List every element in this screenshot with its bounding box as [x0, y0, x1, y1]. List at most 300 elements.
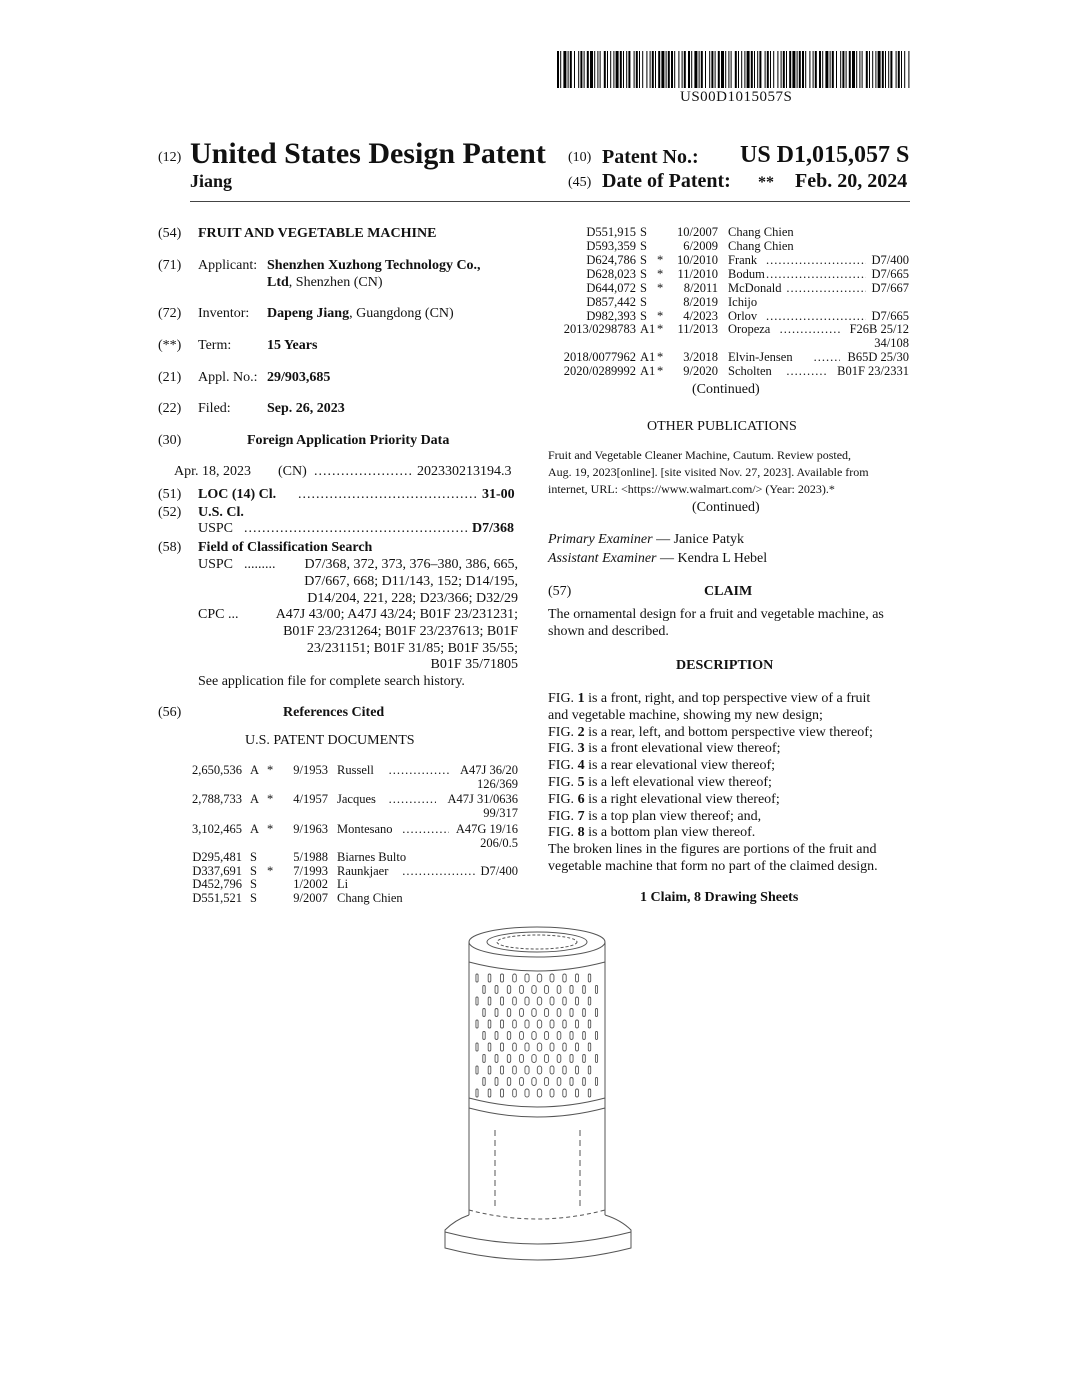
reference-number: D295,481	[192, 850, 242, 864]
barcode-bar	[777, 51, 778, 88]
basket-bottom-line	[469, 1098, 605, 1107]
barcode-bar	[789, 51, 791, 88]
basket-perforations	[476, 974, 598, 1097]
reference-name: Russell	[337, 763, 374, 777]
barcode-bar	[840, 51, 841, 88]
field-cpc-line-1: A47J 43/00; A47J 43/24; B01F 23/231231;	[275, 607, 518, 622]
code-term: (**)	[158, 338, 182, 353]
reference-date: 9/1953	[293, 763, 328, 777]
perforation-slot	[583, 1055, 586, 1063]
barcode-bar	[832, 51, 834, 88]
perforation-slot	[513, 1020, 517, 1028]
fig-number: 5	[577, 775, 585, 790]
barcode-bar	[626, 51, 627, 88]
field-uspc-label: USPC	[198, 557, 234, 572]
description-line: FIG. 2 is a rear, left, and bottom perspective view thereof;	[548, 724, 873, 740]
barcode-bar	[875, 51, 876, 88]
reference-name: Jacques	[337, 792, 376, 806]
barcode-bar	[882, 51, 884, 88]
barcode-bar	[580, 51, 582, 88]
barcode-bar	[896, 51, 897, 88]
barcode-bar	[856, 51, 857, 88]
field-cpc-line-4: B01F 35/71805	[430, 657, 518, 672]
barcode-bar	[684, 51, 686, 88]
reference-kind: A	[250, 792, 260, 806]
reference-kind: A	[250, 822, 260, 836]
perforation-slot	[507, 1032, 510, 1040]
perforation-slot	[563, 997, 566, 1005]
barcode-bar	[725, 51, 726, 88]
reference-name: Chang Chien	[728, 225, 794, 239]
perforation-slot	[495, 1078, 498, 1086]
field-uspc-line-1: D7/368, 372, 373, 376–380, 386, 665,	[304, 557, 518, 572]
fig-number: 6	[577, 791, 585, 807]
perforation-slot	[500, 1066, 503, 1074]
uspc-leader	[244, 521, 470, 537]
perforation-slot	[525, 974, 529, 982]
barcode-bar	[759, 51, 761, 88]
barcode-bar	[634, 51, 635, 88]
field-uspc-line-2: D7/667, 668; D11/143, 152; D14/195,	[304, 574, 518, 589]
barcode-bar	[709, 51, 710, 88]
reference-name: Bodum	[728, 267, 765, 281]
barcode-bar	[655, 51, 656, 88]
fig-number: 7	[577, 808, 585, 824]
search-history-note: See application file for complete search history.	[198, 674, 465, 689]
barcode-bar	[872, 51, 873, 88]
perforation-slot	[563, 1089, 566, 1097]
reference-class: D7/400	[871, 253, 909, 267]
reference-class: B01F 23/2331	[837, 364, 909, 378]
reference-class: A47G 19/16	[455, 822, 518, 836]
reference-number: D644,072	[586, 281, 636, 295]
perforation-slot	[500, 1043, 503, 1051]
perforation-slot	[507, 986, 510, 994]
reference-star: *	[657, 322, 664, 336]
loc-value: 31-00	[482, 487, 515, 502]
barcode-bar	[901, 51, 902, 88]
perforation-slot	[476, 1066, 478, 1074]
claim-line-2: shown and described.	[548, 624, 669, 639]
uspc-label: USPC	[198, 521, 234, 536]
reference-class: D7/667	[871, 281, 909, 295]
barcode-bar	[557, 51, 559, 88]
perforation-slot	[500, 1020, 503, 1028]
perforation-slot	[576, 1043, 579, 1051]
perforation-slot	[476, 997, 478, 1005]
perforation-slot	[583, 1009, 586, 1017]
perforation-slot	[588, 974, 590, 982]
reference-number: 2013/0298783	[563, 322, 636, 336]
date-label: Date of Patent:	[602, 170, 731, 192]
reference-number: D982,393	[586, 309, 636, 323]
perforation-slot	[537, 1066, 541, 1074]
continued-refs: (Continued)	[692, 382, 760, 397]
barcode-bar	[705, 51, 706, 88]
reference-date: 9/2020	[683, 364, 718, 378]
field-uspc-dots: .........	[244, 557, 276, 572]
code-72: (72)	[158, 306, 182, 321]
reference-class-continued: 99/317	[483, 806, 518, 820]
perforation-slot	[557, 1055, 561, 1063]
barcode-bar	[671, 51, 673, 88]
perforation-slot	[532, 1032, 536, 1040]
reference-date: 8/2019	[683, 295, 718, 309]
priority-date: Apr. 18, 2023	[174, 464, 251, 479]
reference-date: 3/2018	[683, 350, 718, 364]
barcode-bar	[849, 51, 851, 88]
perforation-slot	[488, 1043, 491, 1051]
barcode-bar	[688, 51, 690, 88]
barcode-bar	[691, 51, 692, 88]
base-flange-line	[445, 1232, 631, 1244]
reference-name: Oropeza	[728, 322, 771, 336]
lid-center-ring	[497, 935, 577, 949]
code-57: (57)	[548, 584, 572, 599]
perforation-slot	[595, 1009, 597, 1017]
barcode-bar	[852, 51, 855, 88]
perforation-slot	[520, 1055, 524, 1063]
primary-examiner: Primary Examiner — Janice Patyk	[548, 532, 744, 547]
reference-class: B65D 25/30	[847, 350, 909, 364]
perforation-slot	[507, 1078, 510, 1086]
reference-star: *	[657, 253, 664, 267]
perforation-slot	[513, 1043, 517, 1051]
barcode-bar	[613, 51, 614, 88]
code-51: (51)	[158, 487, 182, 502]
perforation-slot	[570, 1078, 573, 1086]
perforation-slot	[488, 997, 491, 1005]
reference-date: 8/2011	[683, 281, 718, 295]
fig-number: 8	[577, 825, 585, 841]
fig-number: 2	[577, 724, 585, 740]
perforation-slot	[525, 1043, 529, 1051]
base-bottom-dashed	[469, 1210, 605, 1219]
loc-label: LOC (14) Cl.	[198, 487, 277, 502]
description-line: FIG. 4 is a rear elevational view thereof;	[548, 758, 776, 774]
barcode-bar	[908, 51, 909, 88]
references-heading: References Cited	[283, 705, 385, 720]
reference-star: *	[657, 281, 664, 295]
perforation-slot	[550, 1089, 554, 1097]
barcode-bar	[590, 51, 593, 88]
reference-star: *	[657, 350, 664, 364]
continued-pubs: (Continued)	[692, 500, 760, 515]
perforation-slot	[520, 1032, 524, 1040]
perforation-slot	[570, 1032, 573, 1040]
reference-kind: S	[640, 267, 647, 281]
barcode-bar	[792, 51, 795, 88]
barcode-bar	[721, 51, 724, 88]
barcode-graphic	[557, 51, 911, 88]
code-30: (30)	[158, 433, 182, 448]
barcode-bar	[773, 51, 774, 88]
reference-date: 10/2010	[677, 253, 718, 267]
barcode-bar	[642, 51, 643, 88]
barcode-bar	[904, 51, 905, 88]
fig-number: 3	[577, 741, 585, 757]
priority-leader	[314, 464, 414, 480]
barcode-bar	[628, 51, 630, 88]
reference-name: Biarnes Bulto	[337, 850, 407, 864]
perforation-slot	[488, 1066, 491, 1074]
barcode-bar	[600, 51, 601, 88]
code-21: (21)	[158, 370, 182, 385]
barcode-bar	[885, 51, 886, 88]
code-58: (58)	[158, 540, 182, 555]
barcode-bar	[735, 51, 737, 88]
perforation-slot	[588, 1020, 590, 1028]
perforation-slot	[500, 997, 503, 1005]
perforation-slot	[595, 1032, 597, 1040]
perforation-slot	[476, 1020, 478, 1028]
perforation-slot	[570, 1009, 573, 1017]
reference-name: Frank	[728, 253, 758, 267]
reference-number: D624,786	[586, 253, 636, 267]
reference-name: Raunkjaer	[337, 864, 389, 878]
code-54: (54)	[158, 226, 182, 241]
barcode-bar	[574, 51, 575, 88]
perforation-slot	[550, 1020, 554, 1028]
uspc-value: D7/368	[472, 521, 514, 536]
claim-heading: CLAIM	[704, 584, 753, 599]
perforation-slot	[537, 1043, 541, 1051]
perforation-slot	[570, 986, 573, 994]
perforation-slot	[595, 1055, 597, 1063]
reference-number: 2,650,536	[192, 763, 242, 777]
barcode-bar	[639, 51, 640, 88]
reference-date: 4/1957	[293, 792, 328, 806]
barcode-bar	[699, 51, 700, 88]
perforation-slot	[537, 1020, 541, 1028]
perforation-slot	[576, 1089, 579, 1097]
perforation-slot	[495, 1032, 498, 1040]
perforation-slot	[576, 974, 579, 982]
field-uspc-line-3: D14/204, 221, 228; D23/366; D32/29	[307, 591, 518, 606]
reference-number: D857,442	[586, 295, 636, 309]
barcode-bar	[623, 51, 624, 88]
machine-drawing	[435, 920, 645, 1280]
perforation-slot	[532, 1009, 536, 1017]
reference-class: D7/400	[480, 864, 518, 878]
reference-class-continued: 34/108	[874, 336, 909, 350]
barcode-bar	[815, 51, 817, 88]
barcode-bar	[799, 51, 801, 88]
barcode-bar	[728, 51, 729, 88]
reference-date: 1/2002	[293, 877, 328, 891]
reference-name: Scholten	[728, 364, 772, 378]
barcode-bar	[597, 51, 598, 88]
perforation-slot	[537, 1089, 541, 1097]
patent-no-label: Patent No.:	[602, 146, 699, 168]
barcode-bar	[765, 51, 766, 88]
perforation-slot	[532, 1078, 536, 1086]
perforation-slot	[507, 1009, 510, 1017]
lid-band	[469, 962, 605, 971]
barcode-bar	[751, 51, 753, 88]
perforation-slot	[550, 974, 554, 982]
perforation-slot	[507, 1055, 510, 1063]
perforation-slot	[595, 1078, 597, 1086]
perforation-slot	[500, 974, 503, 982]
description-line: The broken lines in the figures are portions of the fruit and	[548, 842, 877, 858]
reference-class-continued: 126/369	[477, 777, 518, 791]
us-patent-docs-heading: U.S. PATENT DOCUMENTS	[245, 733, 415, 748]
base-flange	[445, 1215, 631, 1260]
barcode-bar	[658, 51, 660, 88]
perforation-slot	[495, 1055, 498, 1063]
perforation-slot	[537, 974, 541, 982]
barcode-bar	[813, 51, 814, 88]
perforation-slot	[488, 974, 491, 982]
other-pub-line-3: internet, URL: <https://www.walmart.com/> (Year: 2023).*	[548, 482, 835, 496]
reference-date: 7/1993	[293, 864, 328, 878]
perforation-slot	[583, 1078, 586, 1086]
barcode-bar	[809, 51, 810, 88]
reference-date: 9/2007	[293, 891, 328, 905]
perforation-slot	[563, 1043, 566, 1051]
code-56: (56)	[158, 705, 182, 720]
perforation-slot	[557, 1078, 561, 1086]
other-pub-line-2: Aug. 19, 2023[online]. [site visited Nov. 27, 2023]. Available from	[548, 465, 869, 479]
barcode-bar	[888, 51, 889, 88]
perforation-slot	[525, 997, 529, 1005]
barcode-bar	[859, 51, 860, 88]
priority-heading: Foreign Application Priority Data	[247, 433, 450, 448]
perforation-slot	[520, 986, 524, 994]
assistant-examiner: Assistant Examiner — Kendra L Hebel	[548, 551, 768, 566]
reference-kind: S	[250, 877, 257, 891]
filed-label: Filed:	[198, 401, 231, 416]
perforation-slot	[557, 1009, 561, 1017]
barcode-bar	[711, 51, 713, 88]
reference-kind: S	[640, 239, 647, 253]
priority-number: 202330213194.3	[417, 464, 512, 479]
reference-kind: A1	[640, 322, 656, 336]
reference-star: *	[657, 364, 664, 378]
appl-no-label: Appl. No.:	[198, 370, 258, 385]
fig-number: 4	[577, 758, 585, 774]
barcode-bar	[878, 51, 881, 88]
perforation-slot	[588, 997, 590, 1005]
barcode-bar	[898, 51, 900, 88]
barcode-bar	[836, 51, 837, 88]
reference-name: Orlov	[728, 309, 758, 323]
perforation-slot	[520, 1078, 524, 1086]
barcode-bar	[819, 51, 821, 88]
barcode-bar	[744, 51, 745, 88]
barcode-bar	[701, 51, 703, 88]
perforation-slot	[588, 1043, 590, 1051]
barcode-bar	[570, 51, 572, 88]
barcode-bar	[767, 51, 769, 88]
loc-leader	[298, 487, 478, 503]
applicant-line-2: Ltd, Shenzhen (CN)	[267, 275, 383, 290]
reference-star: *	[267, 763, 274, 777]
perforation-slot	[476, 1089, 478, 1097]
perforation-slot	[583, 1032, 586, 1040]
perforation-slot	[483, 986, 485, 994]
barcode-bar	[578, 51, 579, 88]
description-line: FIG. 3 is a front elevational view thereof;	[548, 741, 781, 757]
barcode-bar	[718, 51, 720, 88]
reference-kind: S	[640, 309, 647, 323]
other-pubs-heading: OTHER PUBLICATIONS	[647, 419, 797, 434]
barcode-bar	[770, 51, 771, 88]
barcode-bar	[805, 51, 806, 88]
barcode-bar	[802, 51, 804, 88]
priority-country: (CN)	[278, 464, 307, 479]
perforation-slot	[588, 1066, 590, 1074]
reference-number: 2020/0289992	[563, 364, 636, 378]
perforation-slot	[520, 1009, 524, 1017]
perforation-slot	[525, 1020, 529, 1028]
claim-line-1: The ornamental design for a fruit and vegetable machine, as	[548, 607, 884, 622]
reference-name: Chang Chien	[728, 239, 794, 253]
reference-date: 5/1988	[293, 850, 328, 864]
field-search-label: Field of Classification Search	[198, 540, 373, 555]
appl-no-value: 29/903,685	[267, 370, 331, 385]
barcode-bar	[741, 51, 742, 88]
barcode-bar	[781, 51, 782, 88]
perforation-slot	[483, 1078, 485, 1086]
barcode-bar	[587, 51, 589, 88]
reference-number: D337,691	[192, 864, 242, 878]
reference-date: 9/1963	[293, 822, 328, 836]
barcode-bar	[866, 51, 868, 88]
perforation-slot	[583, 986, 586, 994]
perforation-slot	[513, 1066, 517, 1074]
barcode-bar	[694, 51, 697, 88]
reference-star: *	[657, 267, 664, 281]
code-71: (71)	[158, 258, 182, 273]
description-heading: DESCRIPTION	[676, 658, 774, 673]
perforation-slot	[570, 1055, 573, 1063]
description-line: FIG. 8 is a bottom plan view thereof.	[548, 825, 756, 841]
barcode-bar	[674, 51, 675, 88]
reference-kind: A1	[640, 364, 656, 378]
reference-date: 6/2009	[683, 239, 718, 253]
field-cpc-line-2: B01F 23/231264; B01F 23/237613; B01F	[283, 624, 518, 639]
description-line: and vegetable machine, showing my new design;	[548, 707, 823, 723]
barcode-bar	[636, 51, 638, 88]
barcode-bar	[604, 51, 606, 88]
perforation-slot	[532, 986, 536, 994]
perforation-slot	[537, 997, 541, 1005]
reference-kind: S	[250, 864, 257, 878]
reference-class: D7/665	[871, 267, 909, 281]
inventor-value: Dapeng Jiang, Guangdong (CN)	[267, 306, 454, 321]
reference-number: 3,102,465	[192, 822, 242, 836]
barcode-bar	[661, 51, 664, 88]
barcode-bar	[666, 51, 667, 88]
perforation-slot	[557, 986, 561, 994]
perforation-slot	[563, 1066, 566, 1074]
reference-kind: S	[250, 891, 257, 905]
perforation-slot	[550, 997, 554, 1005]
reference-date: 11/2013	[677, 322, 718, 336]
field-cpc-line-3: 23/231151; B01F 31/85; B01F 35/55;	[306, 641, 518, 656]
barcode-bar	[616, 51, 619, 88]
barcode-bar	[568, 51, 569, 88]
barcode-bar	[563, 51, 566, 88]
reference-kind: S	[640, 225, 647, 239]
reference-name: Elvin-Jensen	[728, 350, 793, 364]
reference-class: D7/665	[871, 309, 909, 323]
us-cl-label: U.S. Cl.	[198, 505, 244, 520]
barcode-bar	[825, 51, 828, 88]
barcode-bar	[797, 51, 798, 88]
